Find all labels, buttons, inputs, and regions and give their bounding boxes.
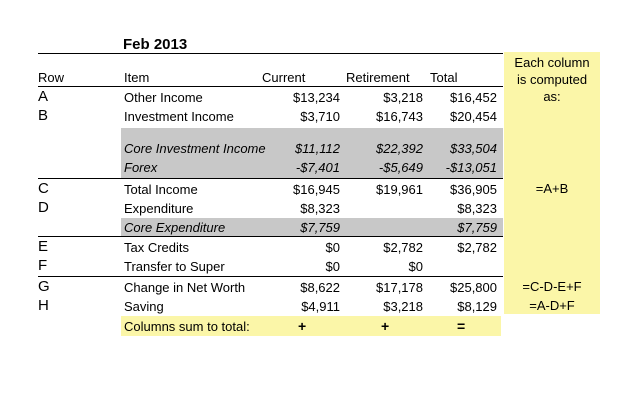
row-retirement: $3,218 [383, 299, 423, 314]
row-current: -$7,401 [295, 160, 340, 175]
row-total: -$13,051 [445, 160, 497, 175]
row-item: Change in Net Worth [124, 280, 246, 295]
table-row [38, 236, 503, 257]
side-note: Each column is computed as: [514, 55, 590, 104]
row-current: $8,323 [300, 201, 340, 216]
row-code: G [38, 278, 50, 295]
row-item: Transfer to Super [124, 259, 225, 274]
row-retirement: $17,178 [376, 280, 423, 295]
row-formula: =A+B [535, 181, 569, 196]
footer-total-symbol: = [457, 318, 466, 334]
row-total: $8,129 [457, 299, 497, 314]
row-code: C [38, 180, 49, 197]
row-current: $4,911 [301, 299, 340, 314]
header-current: Current [262, 70, 306, 85]
header-row-label: Row [38, 70, 65, 85]
row-total: $20,454 [450, 109, 497, 124]
table-row [38, 157, 503, 177]
row-item: Core Expenditure [124, 220, 226, 235]
row-total: $7,759 [457, 220, 497, 235]
table-row [38, 106, 503, 126]
row-retirement: $22,392 [376, 141, 423, 156]
table-row [38, 86, 503, 107]
top-divider [38, 53, 503, 54]
row-item: Core Investment Income [124, 141, 266, 156]
row-item: Expenditure [124, 201, 194, 216]
footer-current-symbol: + [298, 318, 307, 334]
row-code: E [38, 238, 49, 255]
row-item: Investment Income [124, 109, 234, 124]
row-code: B [38, 107, 49, 124]
row-total: $36,905 [450, 182, 497, 197]
row-formula: =C-D-E+F [522, 279, 582, 294]
row-item: Forex [124, 160, 158, 175]
table-row [38, 198, 503, 218]
row-code: A [38, 88, 49, 105]
row-current: $11,112 [294, 141, 340, 156]
row-current: $0 [325, 240, 340, 255]
row-retirement: $3,218 [383, 90, 423, 105]
table-row [38, 178, 503, 199]
row-retirement: $2,782 [383, 240, 423, 255]
row-item: Saving [124, 299, 164, 314]
row-formula: =A-D+F [529, 298, 575, 313]
row-item: Other Income [124, 90, 203, 105]
table-row [38, 138, 503, 158]
row-total: $25,800 [450, 280, 497, 295]
row-total: $16,452 [450, 90, 497, 105]
footer-retirement-symbol: + [381, 318, 390, 334]
table-row [38, 217, 503, 237]
row-item: Tax Credits [124, 240, 190, 255]
row-current: $0 [325, 259, 340, 274]
row-total: $33,504 [450, 141, 497, 156]
row-current: $3,710 [300, 109, 340, 124]
row-code: H [38, 297, 49, 314]
table-row [38, 276, 503, 297]
footer-label: Columns sum to total: [124, 319, 250, 334]
row-total: $2,782 [457, 240, 497, 255]
row-total: $8,323 [457, 201, 497, 216]
row-retirement: $16,743 [376, 109, 423, 124]
row-code: F [38, 257, 48, 274]
table-row [38, 256, 503, 276]
row-code: D [38, 199, 49, 216]
row-retirement: -$5,649 [378, 160, 423, 175]
header-retirement: Retirement [346, 70, 410, 85]
row-current: $7,759 [300, 220, 340, 235]
row-item: Total Income [124, 182, 198, 197]
row-current: $13,234 [293, 90, 340, 105]
row-current: $16,945 [293, 182, 340, 197]
row-retirement: $0 [408, 259, 423, 274]
page-title: Feb 2013 [123, 36, 188, 53]
row-retirement: $19,961 [376, 182, 423, 197]
row-current: $8,622 [300, 280, 340, 295]
header-item: Item [124, 70, 150, 85]
header-total: Total [430, 70, 458, 85]
table-row [38, 296, 503, 316]
